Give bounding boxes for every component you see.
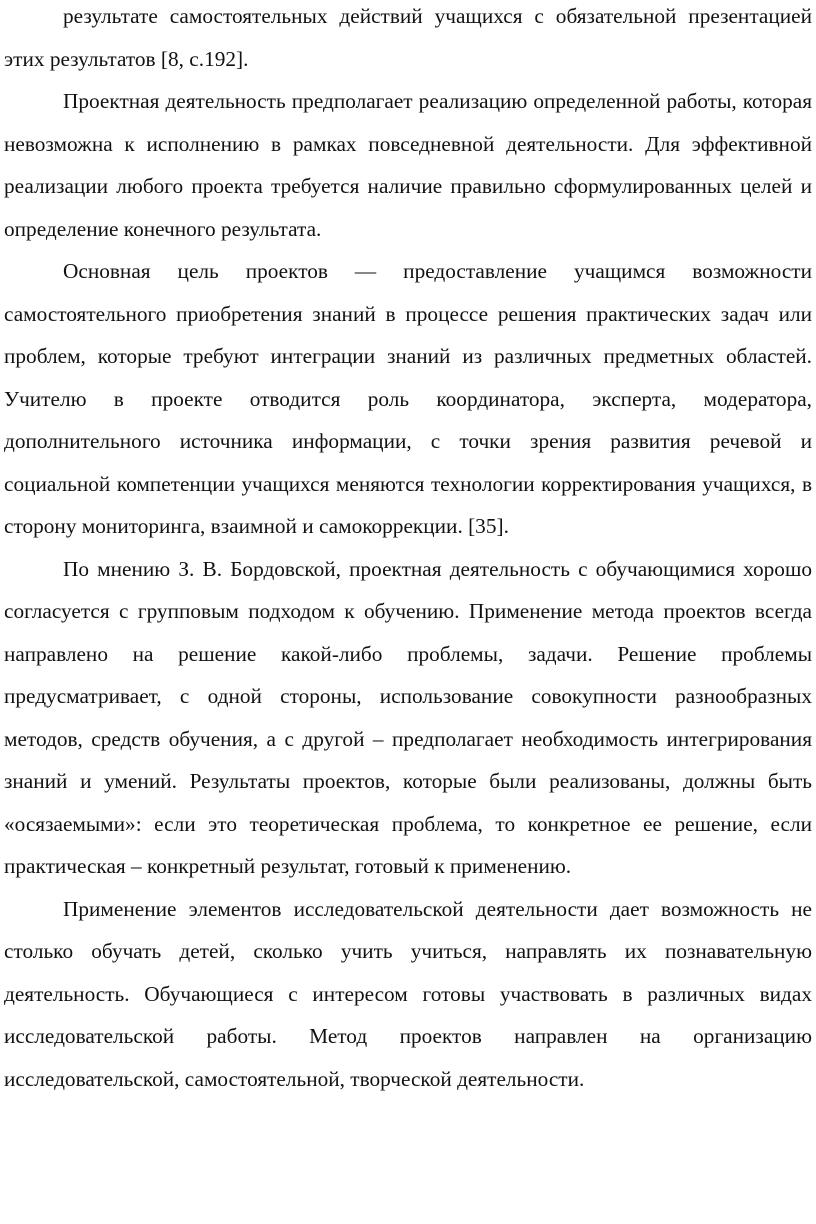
paragraph-continuation: результате самостоятельных действий учащихся с обязательной презентацией этих результатов [8, с.192].: [4, 4, 812, 71]
paragraph-research-elements: Применение элементов исследовательской деятельности дает возможность не столько обучать детей, сколько учить учиться, направлять их познавательную деятельность. Обучающиеся с интересом готовы участвовать в различных видах исследовательской работы. Метод проектов направлен на организацию исследовательской, самостоятельной, творческой деятельности.: [4, 896, 812, 1091]
paragraph-project-goal: Основная цель проектов — предоставление учащимся возможности самостоятельного приобретения знаний в процессе решения практических задач или проблем, которые требуют интеграции знаний из различных предметных областей. Учителю в проекте отводится роль координатора, эксперта, модератора, дополнительного источника информации, с точки зрения развития речевой и социальной компетенции учащихся меняются технологии корректирования учащихся, в сторону мониторинга, взаимной и самокоррекции. [35].: [4, 259, 812, 538]
document-page: [4, 0, 812, 1100]
paragraph-project-activity: Проектная деятельность предполагает реализацию определенной работы, которая невозможна к исполнению в рамках повседневной деятельности. Для эффективной реализации любого проекта требуется наличие правильно сформулированных целей и определение конечного результата.: [4, 89, 812, 241]
paragraph-bordovskaya-opinion: По мнению З. В. Бордовской, проектная деятельность с обучающимися хорошо согласуется с групповым подходом к обучению. Применение метода проектов всегда направлено на решение какой-либо проблемы, задачи. Решение проблемы предусматривает, с одной стороны, использование совокупности разнообразных методов, средств обучения, а с другой – предполагает необходимость интегрирования знаний и умений. Результаты проектов, которые были реализованы, должны быть «осязаемыми»: если это теоретическая проблема, то конкретное ее решение, если практическая – конкретный результат, готовый к применению.: [4, 556, 812, 878]
